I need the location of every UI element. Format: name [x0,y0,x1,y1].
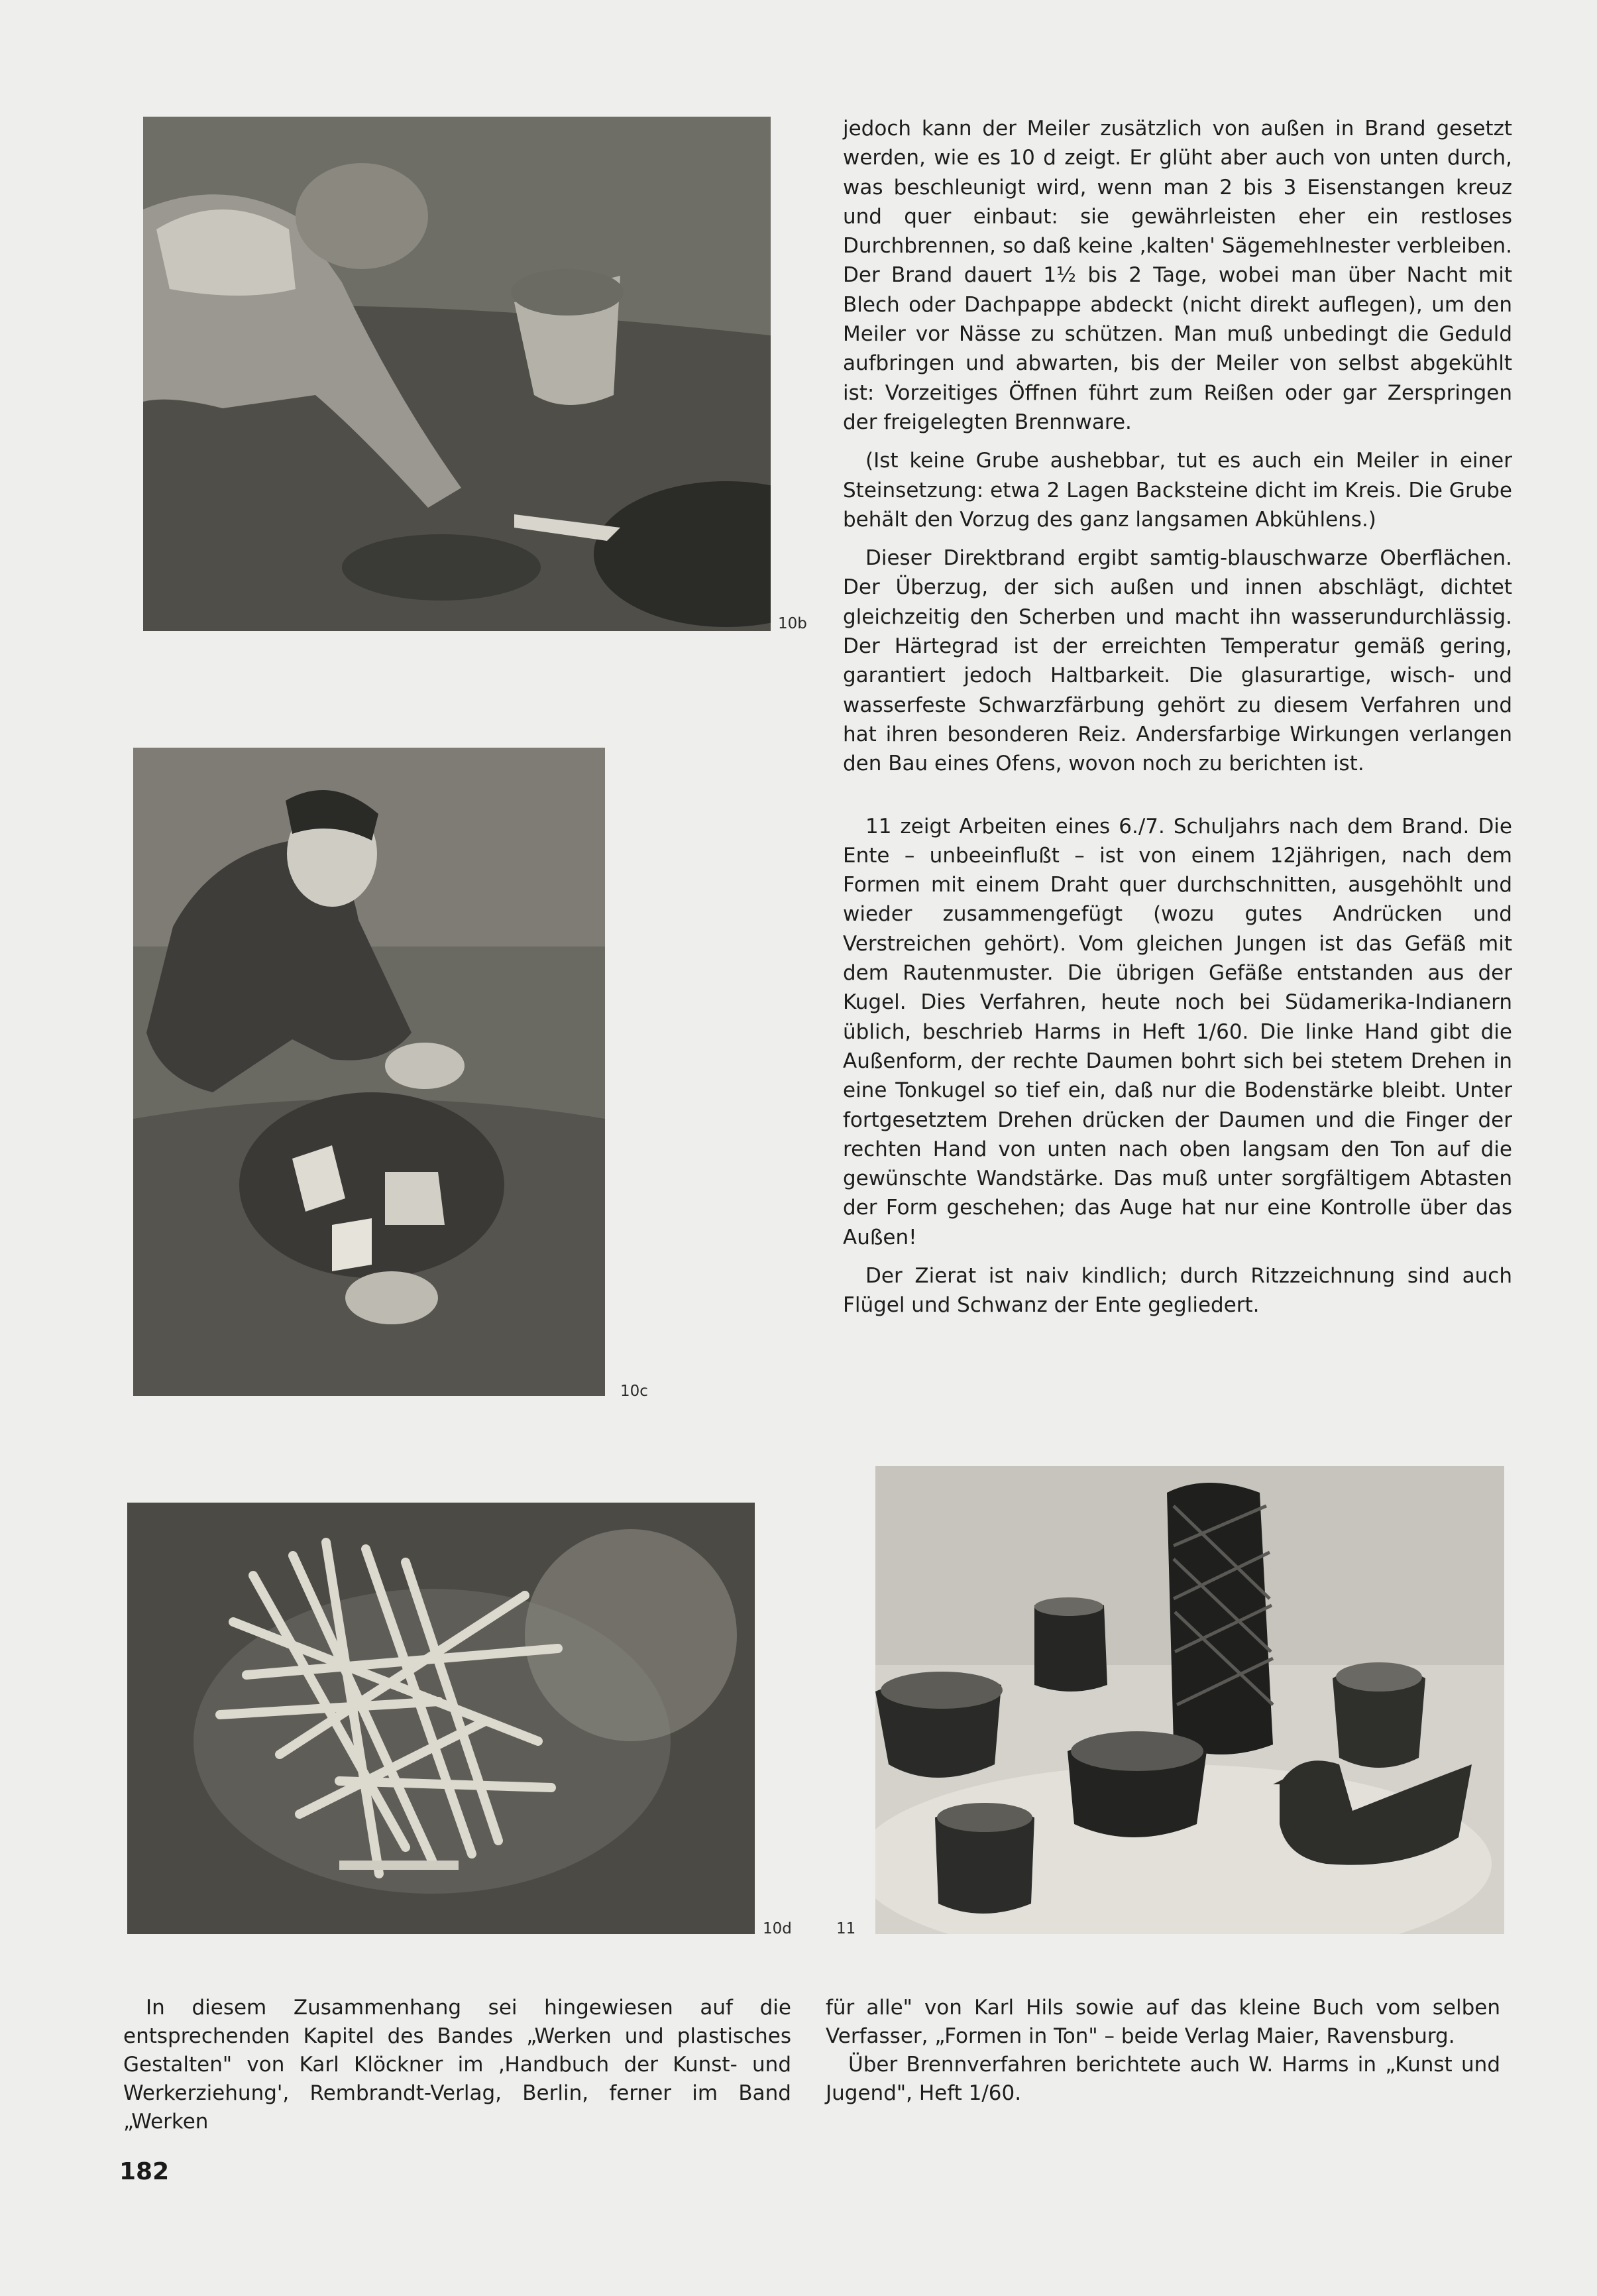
page-number: 182 [119,2158,170,2185]
paragraph-1: jedoch kann der Meiler zusätzlich von außen in Brand gesetzt werden, wie es 10 d zeigt. Er glüht aber auch von unten durch, was beschleunigt wird, wenn man 2 bis 3 Eisenstangen kreuz und quer einbaut: sie gewährleisten eher ein restloses Durchbrennen, so daß keine ‚kalten' Sägemehlnester verbleiben. Der Brand dauert 1½ bis 2 Tage, wobei man über Nacht mit Blech oder Dachpappe abdeckt (nicht direkt auflegen), um den Meiler vor Nässe zu schützen. Man muß unbedingt die Geduld aufbringen und abwarten, bis der Meiler von selbst abgekühlt ist: Vorzeitiges Öffnen führt zum Reißen oder gar Zerspringen der freigelegten Brennware. [843,117,1512,434]
paragraph-3: Dieser Direktbrand ergibt samtig-blauschwarze Oberflächen. Der Überzug, der sich außen und innen abschlägt, dichtet gleichzeitig den Scherben und macht ihn wasserundurchlässig. Der Härtegrad ist der erreichten Temperatur gemäß gering, garantiert jedoch Haltbarkeit. Die glasurartige, wisch- und wasserfeste Schwarzfärbung gehört zu diesem Verfahren und hat ihren besonderen Reiz. Andersfarbige Wirkungen verlangen den Bau eines Ofens, wovon noch zu berichten ist. [843,546,1512,776]
footer-paragraph-right-2: Über Brennverfahren berichtete auch W. Harms in „Kunst und Jugend", Heft 1/60. [826,2053,1500,2105]
footer-right-column [826,1994,1500,2108]
paragraph-4: 11 zeigt Arbeiten eines 6./7. Schuljahrs nach dem Brand. Die Ente – unbeeinflußt – ist von einem 12jährigen, nach dem Formen mit einem Draht quer durchschnitten, ausgehöhlt und wieder zusammengefügt (wozu gutes Andrücken und Verstreichen gehört). Vom gleichen Jungen ist das Gefäß mit dem Rautenmuster. Die übrigen Gefäße entstanden aus der Kugel. Dies Verfahren, heute noch bei Südamerika-Indianern üblich, beschrieb Harms in Heft 1/60. Die linke Hand gibt die Außenform, der rechte Daumen bohrt sich bei stetem Drehen in eine Tonkugel so tief ein, daß nur die Bodenstärke bleibt. Unter fortgesetztem Drehen drücken der Daumen und die Finger der rechten Hand von unten nach oben langsam den Ton auf die gewünschte Wandstärke. Das muß unter sorgfältigem Abtasten der Form geschehen; das Auge hat nur eine Kontrolle über das Außen! [843,814,1512,1249]
photo-11-pottery [875,1466,1504,1934]
photo-10c-man-at-meiler [133,748,605,1396]
right-text-column [843,114,1512,1320]
footer-paragraph-left: In diesem Zusammenhang sei hingewiesen auf die entsprechenden Kapitel des Bandes „Werken und plastisches Gestalten" von Karl Klöckner im ‚Handbuch der Kunst- und Werkerziehung', Rembrandt-Verlag, Berlin, ferner im Band „Werken [123,1996,791,2134]
footer-left-column [123,1994,791,2136]
paragraph-2: (Ist keine Grube aushebbar, tut es auch ein Meiler in einer Steinsetzung: etwa 2 Lagen Backsteine dicht im Kreis. Die Grube behält den Vorzug des ganz langsamen Abkühlens.) [843,449,1512,532]
caption-10c: 10c [620,1383,648,1400]
paragraph-5: Der Zierat ist naiv kindlich; durch Ritzzeichnung sind auch Flügel und Schwanz der Ente gegliedert. [843,1263,1512,1318]
caption-10b: 10b [778,615,807,632]
caption-10d: 10d [763,1920,792,1937]
photo-10b-woman-at-meiler [143,117,771,631]
caption-11: 11 [836,1920,856,1937]
footer-paragraph-right-1: für alle" von Karl Hils sowie auf das kleine Buch vom selben Verfasser, „Formen in Ton" – beide Verlag Maier, Ravensburg. [826,1996,1500,2048]
photo-10d-burning-meiler [127,1503,755,1934]
